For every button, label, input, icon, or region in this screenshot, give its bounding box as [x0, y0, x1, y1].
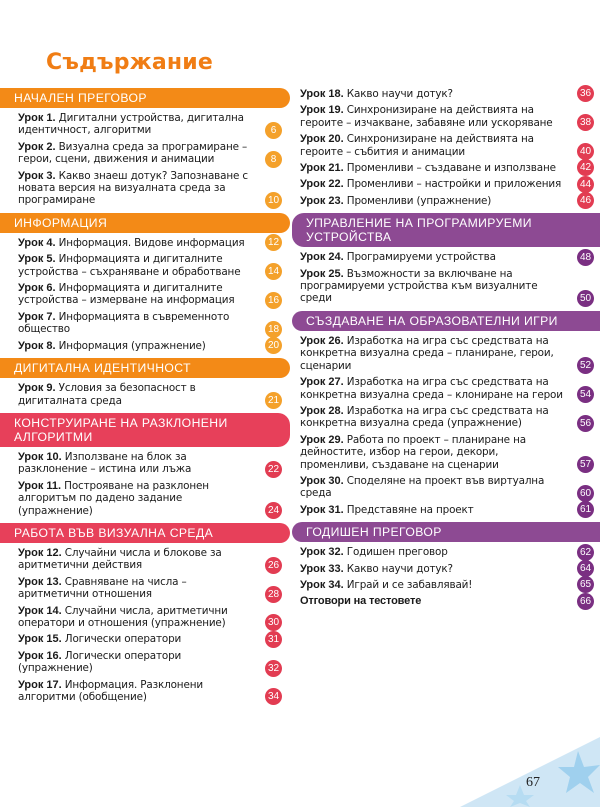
- page-number-badge: 54: [577, 386, 594, 403]
- toc-entry[interactable]: [0, 237, 290, 249]
- page-number-badge: 52: [577, 357, 594, 374]
- page-number-badge: 14: [265, 263, 282, 280]
- lesson-number: Урок 23.: [300, 194, 344, 207]
- toc-entry[interactable]: [292, 162, 600, 174]
- lesson-title: Информация. Видове информация: [58, 236, 245, 249]
- toc-entry[interactable]: [0, 547, 290, 572]
- toc-entry[interactable]: [292, 268, 600, 305]
- lesson-title: Построяване на разклонен алгоритъм по дадено задание (упражнение): [18, 479, 209, 517]
- lesson-number: Урок 6.: [18, 282, 56, 295]
- lesson-title: Работа по проект – планиране на дейностите, избор на герои, декори, променливи, създаване на сценарии: [300, 433, 526, 471]
- toc-entry[interactable]: [0, 576, 290, 601]
- lesson-title: Променливи – създаване и използване: [346, 162, 556, 175]
- lesson-title: Случайни числа, аритметични оператори и отношения (упражнение): [18, 604, 228, 629]
- toc-entry[interactable]: [292, 88, 600, 100]
- toc-entry[interactable]: [292, 376, 600, 401]
- lesson-number: Урок 4.: [18, 236, 56, 249]
- section-heading: НАЧАЛЕН ПРЕГОВОР: [0, 88, 290, 108]
- toc-entry[interactable]: [0, 282, 290, 307]
- lesson-title: Информация. Разклонени алгоритми (обобщение): [18, 678, 203, 703]
- toc-section: [292, 88, 600, 207]
- page-number-badge: 42: [577, 159, 594, 176]
- lesson-number: Урок 28.: [300, 404, 344, 417]
- section-heading: УПРАВЛЕНИЕ НА ПРОГРАМИРУЕМИ УСТРОЙСТВА: [292, 213, 600, 247]
- lesson-number: Урок 26.: [300, 334, 344, 347]
- lesson-number: Урок 7.: [18, 310, 56, 323]
- lesson-number: Урок 9.: [18, 382, 56, 395]
- page-number-badge: 34: [265, 688, 282, 705]
- page-number-badge: 32: [265, 660, 282, 677]
- page-number-badge: 44: [577, 176, 594, 193]
- page-number-badge: 22: [265, 461, 282, 478]
- lesson-title: Информация (упражнение): [58, 339, 206, 352]
- page-number-badge: 40: [577, 143, 594, 160]
- toc-entry[interactable]: [0, 170, 290, 207]
- toc-entry[interactable]: [0, 650, 290, 675]
- page-number-badge: 6: [265, 122, 282, 139]
- lesson-title: Използване на блок за разклонение – истина или лъжа: [18, 450, 192, 476]
- toc-entry[interactable]: [292, 475, 600, 500]
- toc-entry[interactable]: [292, 434, 600, 471]
- lesson-title: Сравняване на числа – аритметични отношения: [18, 575, 187, 601]
- page-number-badge: 21: [265, 392, 282, 409]
- lesson-number: Урок 18.: [300, 88, 344, 100]
- toc-entry[interactable]: [292, 595, 600, 607]
- toc-entry[interactable]: [292, 405, 600, 430]
- lesson-number: Урок 32.: [300, 546, 344, 559]
- page-number-badge: 56: [577, 415, 594, 432]
- lesson-number: Урок 10.: [18, 450, 62, 463]
- toc-section: [292, 311, 600, 516]
- toc-entry[interactable]: [0, 311, 290, 336]
- toc-entry[interactable]: [0, 679, 290, 704]
- page-number-badge: 50: [577, 290, 594, 307]
- lesson-title: Какво знаеш дотук? Запознаване с новата версия на визуалната среда за програмиране: [18, 169, 248, 207]
- page-number-badge: 24: [265, 502, 282, 519]
- lesson-number: Урок 25.: [300, 267, 344, 280]
- toc-right-column: [292, 88, 600, 614]
- decorative-star-corner: [460, 737, 600, 807]
- page-number-badge: 30: [265, 614, 282, 631]
- lesson-number: Урок 12.: [18, 546, 62, 559]
- lesson-number: Урок 14.: [18, 604, 62, 617]
- toc-entry[interactable]: [0, 480, 290, 517]
- toc-entry[interactable]: [292, 251, 600, 263]
- lesson-number: Урок 16.: [18, 649, 62, 662]
- section-heading: ИНФОРМАЦИЯ: [0, 213, 290, 233]
- page-number-badge: 62: [577, 544, 594, 561]
- section-heading: ДИГИТАЛНА ИДЕНТИЧНОСТ: [0, 358, 290, 378]
- lesson-title: Изработка на игра със средствата на конкретна визуална среда – клониране на герои: [300, 376, 563, 401]
- lesson-number: Урок 30.: [300, 474, 344, 487]
- page-number-badge: 64: [577, 560, 594, 577]
- section-heading: РАБОТА ВЪВ ВИЗУАЛНА СРЕДА: [0, 523, 290, 543]
- page-number-badge: 8: [265, 151, 282, 168]
- lesson-title: Изработка на игра със средствата на конкретна визуална среда – планиране, герои, сценарии: [300, 334, 554, 372]
- lesson-number: Урок 2.: [18, 140, 56, 153]
- toc-entry[interactable]: [0, 340, 290, 352]
- lesson-number: Урок 29.: [300, 433, 344, 446]
- lesson-title: Информацията и дигиталните устройства – съхраняване и обработване: [18, 253, 241, 278]
- lesson-title: Синхронизиране на действията на героите – събития и анимации: [300, 133, 534, 158]
- page-number-badge: 28: [265, 586, 282, 603]
- section-heading: КОНСТРУИРАНЕ НА РАЗКЛОНЕНИ АЛГОРИТМИ: [0, 413, 290, 447]
- lesson-number: Урок 34.: [300, 578, 344, 591]
- lesson-number: Урок 11.: [18, 479, 62, 492]
- toc-section: [0, 523, 290, 703]
- toc-section: [0, 413, 290, 517]
- page-number-badge: 65: [577, 576, 594, 593]
- page-number-badge: 46: [577, 192, 594, 209]
- lesson-title: Какво научи дотук?: [346, 88, 453, 100]
- lesson-number: Урок 1.: [18, 112, 56, 124]
- lesson-number: Урок 21.: [300, 162, 344, 175]
- page-number-badge: 12: [265, 234, 282, 251]
- toc-left-column: [0, 88, 290, 709]
- toc-section: [0, 213, 290, 352]
- toc-section: [0, 88, 290, 207]
- lesson-title: Представяне на проект: [346, 503, 474, 516]
- toc-section: [0, 358, 290, 407]
- toc-entry[interactable]: [0, 253, 290, 278]
- toc-entry[interactable]: [292, 504, 600, 516]
- lesson-title: Дигитални устройства, дигитална идентичност, алгоритми: [18, 112, 244, 137]
- lesson-title: Споделяне на проект във виртуална среда: [300, 474, 545, 500]
- lesson-number: Урок 17.: [18, 678, 62, 691]
- lesson-title: Какво научи дотук?: [346, 562, 453, 575]
- page-number-badge: 66: [577, 593, 594, 610]
- lesson-number: Урок 27.: [300, 376, 344, 389]
- lesson-number: Урок 24.: [300, 251, 344, 264]
- toc-entry[interactable]: [0, 605, 290, 630]
- page-number-badge: 36: [577, 85, 594, 102]
- page-number-badge: 16: [265, 292, 282, 309]
- lesson-title: Възможности за включване на програмируеми устройства към визуалните среди: [300, 267, 538, 305]
- toc-entry[interactable]: [292, 546, 600, 558]
- page-number-badge: 20: [265, 337, 282, 354]
- lesson-number: Урок 22.: [300, 178, 344, 191]
- lesson-title: Изработка на игра със средствата на конкретна визуална среда (упражнение): [300, 404, 549, 430]
- lesson-number: Урок 3.: [18, 169, 56, 182]
- lesson-number: Урок 20.: [300, 133, 344, 146]
- lesson-number: Урок 33.: [300, 562, 344, 575]
- toc-entry[interactable]: [0, 382, 290, 407]
- toc-entry[interactable]: [292, 104, 600, 129]
- page-number-badge: 60: [577, 485, 594, 502]
- toc-entry[interactable]: [0, 112, 290, 137]
- toc-section: [292, 522, 600, 608]
- lesson-title: Годишен преговор: [346, 546, 448, 559]
- section-heading: СЪЗДАВАНЕ НА ОБРАЗОВАТЕЛНИ ИГРИ: [292, 311, 600, 331]
- lesson-title: Променливи – настройки и приложения: [346, 178, 562, 191]
- toc-entry[interactable]: [292, 579, 600, 591]
- lesson-title: Логически оператори (упражнение): [18, 649, 182, 675]
- toc-entry[interactable]: [0, 633, 290, 645]
- toc-entry[interactable]: [292, 335, 600, 372]
- page-number-badge: 61: [577, 501, 594, 518]
- toc-entry[interactable]: [292, 195, 600, 207]
- toc-entry[interactable]: [292, 178, 600, 190]
- lesson-title: Случайни числа и блокове за аритметични действия: [18, 546, 222, 572]
- toc-section: [292, 213, 600, 305]
- page-number: 67: [526, 775, 540, 790]
- lesson-title: Програмируеми устройства: [346, 251, 496, 264]
- toc-entry[interactable]: [292, 133, 600, 158]
- section-heading: ГОДИШЕН ПРЕГОВОР: [292, 522, 600, 542]
- toc-entry[interactable]: [0, 141, 290, 166]
- lesson-title: Визуална среда за програмиране – герои, сцени, движения и анимации: [18, 140, 248, 166]
- page-number-badge: 57: [577, 456, 594, 473]
- page-number-badge: 18: [265, 321, 282, 338]
- page-number-badge: 26: [265, 557, 282, 574]
- toc-entry[interactable]: [292, 563, 600, 575]
- lesson-title: Синхронизиране на действията на героите – изчакване, забавяне или ускоряване: [300, 104, 553, 129]
- lesson-number: Урок 13.: [18, 575, 62, 588]
- page-number-badge: 10: [265, 192, 282, 209]
- page-number-badge: 38: [577, 114, 594, 131]
- page-number-badge: 31: [265, 631, 282, 648]
- lesson-number: Урок 31.: [300, 503, 344, 516]
- lesson-title: Логически оператори: [64, 633, 182, 646]
- lesson-title: Играй и се забавлявай!: [346, 578, 473, 591]
- lesson-title: Информацията и дигиталните устройства – измерване на информация: [18, 282, 235, 307]
- lesson-title: Условия за безопасност в дигиталната среда: [18, 382, 196, 407]
- lesson-number: Урок 8.: [18, 339, 56, 352]
- lesson-title: Отговори на тестовете: [300, 595, 422, 608]
- lesson-number: Урок 5.: [18, 253, 56, 266]
- lesson-number: Урок 15.: [18, 633, 62, 646]
- page-number-badge: 48: [577, 249, 594, 266]
- lesson-title: Информацията в съвременното общество: [18, 310, 230, 336]
- lesson-number: Урок 19.: [300, 104, 344, 117]
- lesson-title: Променливи (упражнение): [346, 194, 492, 207]
- toc-entry[interactable]: [0, 451, 290, 476]
- page-title: Съдържание: [46, 50, 213, 75]
